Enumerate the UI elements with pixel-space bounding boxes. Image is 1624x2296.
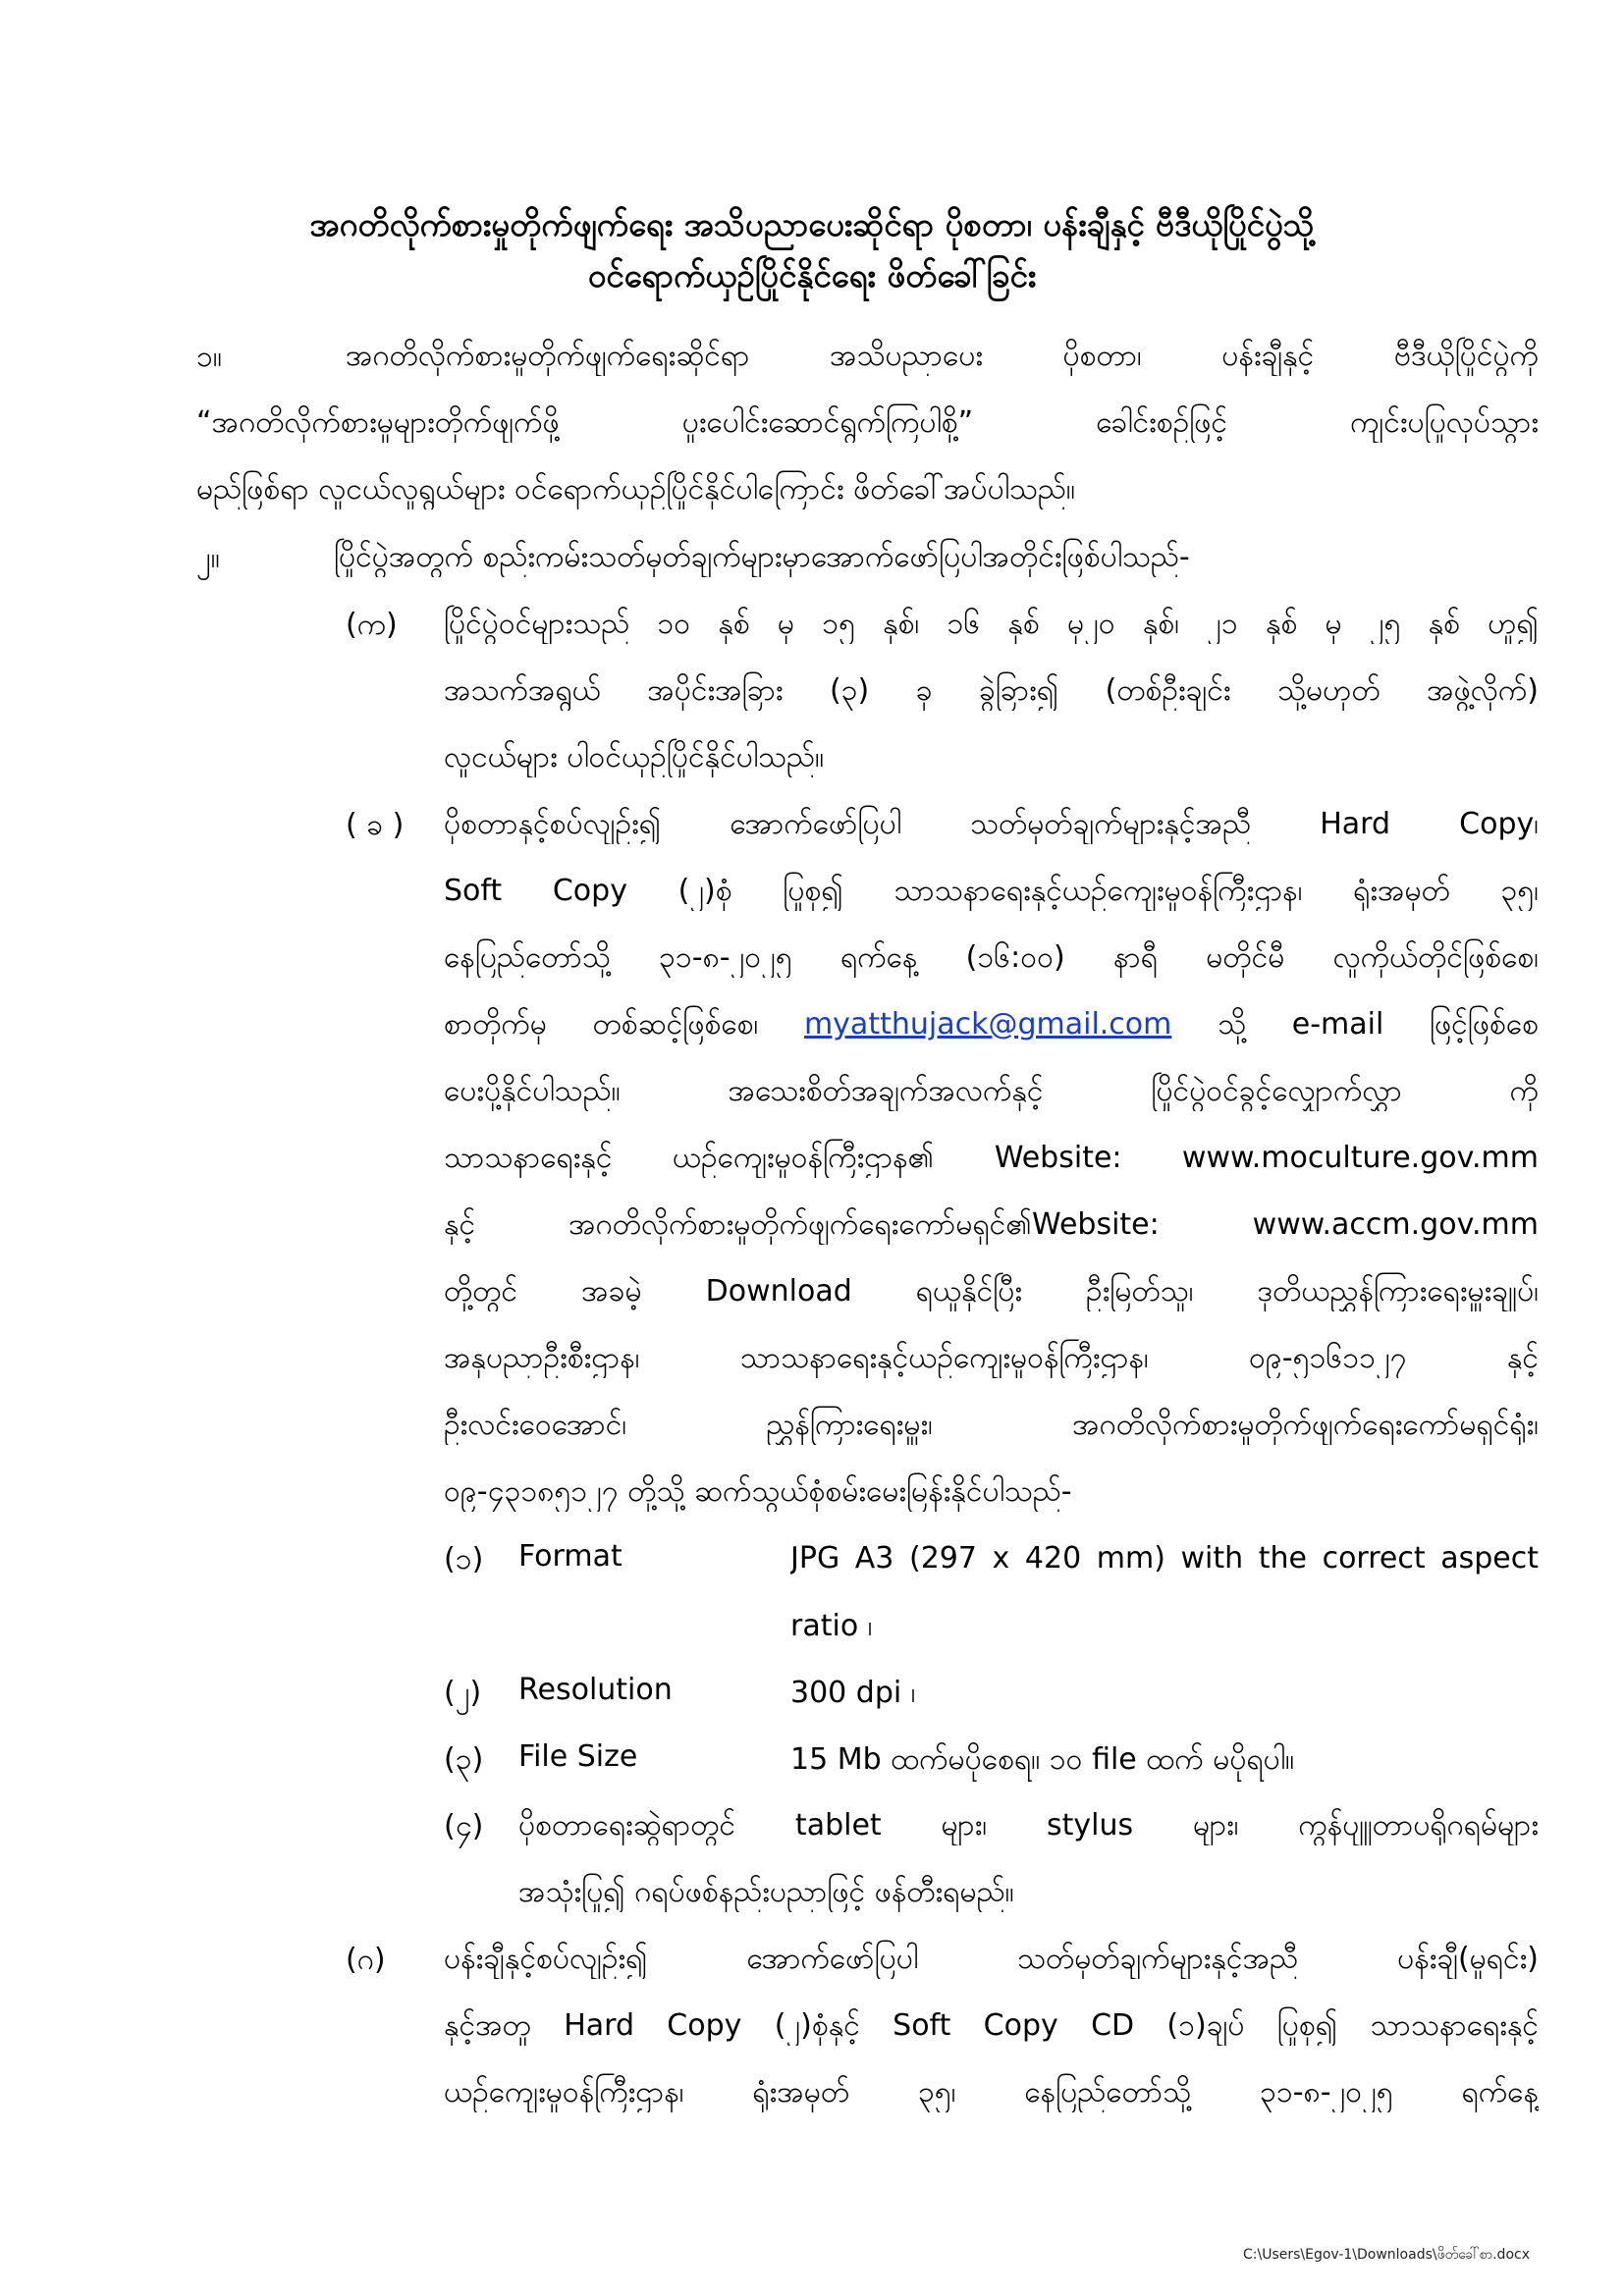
email-link[interactable]: myatthujack@gmail.com [803, 1007, 1172, 1041]
item-ka-line: အသက်အရွယ် အပိုင်းအခြား (၃) ခု ခွဲခြား၍ (တစ်ဦးချင်း သို့မဟုတ် အဖွဲ့လိုက်) [444, 673, 1539, 708]
document-title-line-2: ဝင်ရောက်ယှဉ်ပြိုင်နိုင်ရေး ဖိတ်ခေါ်ခြင်း [587, 256, 1037, 294]
spec-4-line: ပိုစတာရေးဆွဲရာတွင် tablet များ၊ stylus များ၊ ကွန်ပျူတာပရိုဂရမ်များ [518, 1808, 1539, 1842]
spec-number: (၁) [444, 1542, 484, 1576]
item-ka-label: (က) [346, 608, 398, 642]
document-title-line-1: အဂတိလိုက်စားမှုတိုက်ဖျက်ရေး အသိပညာပေးဆိုင်ရာ ပိုစတာ၊ ပန်းချီနှင့် ဗီဒီယိုပြိုင်ပွဲသို့ [309, 205, 1315, 243]
item-kha-label: ( ခ ) [346, 808, 405, 842]
item-ga-line: နှင့်အတူ Hard Copy (၂)စုံနှင့် Soft Copy CD (၁)ချပ် ပြုစု၍ သာသနာရေးနှင့် [444, 2008, 1539, 2043]
item-kha-line: Soft Copy (၂)စုံ ပြုစု၍ သာသနာရေးနှင့်ယဉ်ကျေးမှုဝန်ကြီးဌာန၊ ရုံးအမှတ် ၃၅၊ [444, 874, 1539, 908]
spec-number: (၂) [444, 1676, 482, 1710]
paragraph-1-line: မည်ဖြစ်ရာ လူငယ်လူရွယ်များ ဝင်ရောက်ယှဉ်ပြိုင်နိုင်ပါကြောင်း ဖိတ်ခေါ်အပ်ပါသည်။ [196, 472, 1076, 507]
spec-number: (၄) [444, 1809, 484, 1843]
paragraph-2-number: ၂။ [196, 541, 220, 575]
item-kha-line: ၀၉-၄၃၁၈၅၁၂၇ တို့သို့ ဆက်သွယ်စုံစမ်းမေးမြန်းနိုင်ပါသည်- [444, 1474, 1072, 1509]
footer-file-path: C:\Users\Egov-1\Downloads\ဖိတ်ခေါ်စာ.docx [1242, 2247, 1530, 2263]
item-kha-line: တို့တွင် အခမဲ့ Download ရယူနိုင်ပြီး ဦးမြတ်သူ၊ ဒုတိယညွှန်ကြားရေးမှူးချုပ်၊ [444, 1274, 1539, 1308]
item-kha-line: ပိုစတာနှင့်စပ်လျဉ်း၍ အောက်ဖော်ပြပါ သတ်မှတ်ချက်များနှင့်အညီ Hard Copy၊ [444, 807, 1539, 841]
spec-value: 15 Mb ထက်မပိုစေရ။ ၁၀ file ထက် မပိုရပါ။ [790, 1742, 1295, 1777]
item-ka-line: ပြိုင်ပွဲဝင်များသည် ၁၀ နှစ် မှ ၁၅ နှစ်၊ ၁၆ နှစ် မှ၂၀ နှစ်၊ ၂၁ နှစ် မှ ၂၅ နှစ် ဟူ၍ [444, 607, 1539, 641]
spec-label: Resolution [518, 1673, 673, 1707]
item-ka-line: လူငယ်များ ပါဝင်ယှဉ်ပြိုင်နိုင်ပါသည်။ [444, 740, 825, 774]
spec-label: File Size [518, 1739, 638, 1774]
item-kha-line: သာသနာရေးနှင့် ယဉ်ကျေးမှုဝန်ကြီးဌာန၏ Website: www.moculture.gov.mm [444, 1141, 1539, 1175]
spec-value-continued: ratio ၊ [790, 1609, 873, 1643]
spec-number: (၃) [444, 1742, 484, 1777]
spec-label: Format [518, 1539, 623, 1574]
spec-value: JPG A3 (297 x 420 mm) with the correct aspect [790, 1541, 1539, 1575]
spec-4-line: အသုံးပြု၍ ဂရပ်ဖစ်နည်းပညာဖြင့် ဖန်တီးရမည်။ [518, 1875, 1014, 1909]
item-kha-line4-post: သို့ e-mail ဖြင့်ဖြစ်စေ [1218, 1007, 1539, 1041]
paragraph-1-number: ၁။ [196, 340, 222, 374]
spec-value: 300 dpi ၊ [790, 1676, 916, 1710]
item-kha-line: နှင့် အဂတိလိုက်စားမှုတိုက်ဖျက်ရေးကော်မရှင်၏Website: www.accm.gov.mm [444, 1207, 1539, 1242]
item-ga-line: ယဉ်ကျေးမှုဝန်ကြီးဌာန၊ ရုံးအမှတ် ၃၅၊ နေပြည်တော်သို့ ၃၁-၈-၂၀၂၅ ရက်နေ့ [444, 2075, 1539, 2109]
item-kha-line: နေပြည်တော်သို့ ၃၁-၈-၂၀၂၅ ရက်နေ့ (၁၆:၀၀) နာရီ မတိုင်မီ လူကိုယ်တိုင်ဖြစ်စေ၊ [444, 940, 1539, 975]
item-ga-label: (ဂ) [346, 1943, 386, 1977]
item-kha-line: ပေးပို့နိုင်ပါသည်။ အသေးစိတ်အချက်အလက်နှင့် ပြိုင်ပွဲဝင်ခွင့်လျှောက်လွှာ ကို [444, 1074, 1539, 1108]
item-ga-line: ပန်းချီနှင့်စပ်လျဉ်း၍ အောက်ဖော်ပြပါ သတ်မှတ်ချက်များနှင့်အညီ ပန်းချီ(မူရင်း) [444, 1942, 1539, 1976]
paragraph-2-intro: ပြိုင်ပွဲအတွက် စည်းကမ်းသတ်မှတ်ချက်များမှာအောက်ဖော်ပြပါအတိုင်းဖြစ်ပါသည်- [334, 540, 1190, 574]
item-kha-line: အနုပညာဦးစီးဌာန၊ သာသနာရေးနှင့်ယဉ်ကျေးမှုဝန်ကြီးဌာန၊ ၀၉-၅၁၆၁၁၂၇ နှင့် [444, 1341, 1539, 1375]
paragraph-1-line: “အဂတိလိုက်စားမှုများတိုက်ဖျက်ဖို့ ပူးပေါင်းဆောင်ရွက်ကြပါစို့” ခေါင်းစဉ်ဖြင့် ကျင်းပပြုလုပ်သွား [196, 405, 1539, 440]
item-kha-line-email [444, 1005, 1539, 1044]
item-kha-line4-pre: စာတိုက်မှ တစ်ဆင့်ဖြစ်စေ၊ [444, 1007, 759, 1041]
item-kha-line: ဦးလင်းဝေအောင်၊ ညွှန်ကြားရေးမှူး၊ အဂတိလိုက်စားမှုတိုက်ဖျက်ရေးကော်မရှင်ရုံး၊ [444, 1408, 1539, 1442]
paragraph-1-line: အဂတိလိုက်စားမှုတိုက်ဖျက်ရေးဆိုင်ရာ အသိပညာပေး ပိုစတာ၊ ပန်းချီနှင့် ဗီဒီယိုပြိုင်ပွဲကို [346, 339, 1539, 373]
